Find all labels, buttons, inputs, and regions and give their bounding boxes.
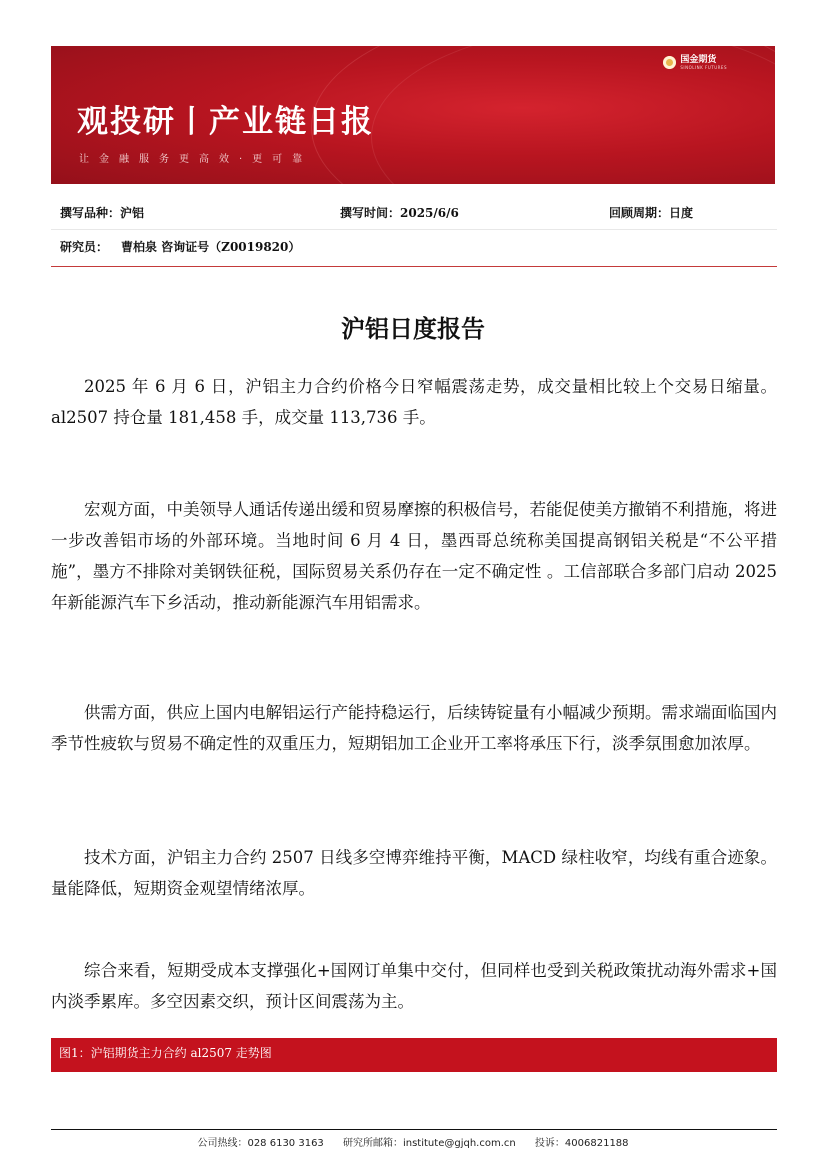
footer [0,1134,826,1149]
banner-slogan: 让金融服务更高效·更可靠 [79,154,313,165]
meta-researcher: 曹柏泉 咨询证号（Z0019820） [121,240,301,254]
meta-period: 回顾周期：日度 [609,206,694,220]
footer-email[interactable]: 研究所邮箱：institute@gjqh.com.cn [342,1138,516,1149]
company-logo [663,55,727,70]
document-title: 沪铝日度报告 [341,315,485,343]
paragraph-supply-demand: 供需方面，供应上国内电解铝运行产能持稳运行，后续铸锭量有小幅减少预期。需求端面临国内季节性疲软与贸易不确定性的双重压力，短期铝加工企业开工率将承压下行，淡季氛围愈加浓厚。 [51,703,777,753]
figure-caption-bar [51,1038,777,1072]
footer-divider [51,1129,777,1130]
logo-name: 国金期货 [680,55,717,65]
logo-subtitle: SINOLINK FUTURES [680,65,727,70]
paragraph-summary: 2025 年 6 月 6 日，沪铝主力合约价格今日窄幅震荡走势，成交量相比较上个交易日缩量。al2507 持仓量 181,458 手，成交量 113,736 手。 [51,377,777,427]
footer-hotline: 公司热线：028 6130 3163 [197,1138,324,1149]
meta-date: 撰写时间：2025/6/6 [340,206,459,220]
paragraph-macro: 宏观方面，中美领导人通话传递出缓和贸易摩擦的积极信号，若能促使美方撤销不利措施，将进一步改善铝市场的外部环境。当地时间 6 月 4 日，墨西哥总统称美国提高钢铝关税是“不公平措施”，墨方不排除对美钢铁征税，国际贸易关系仍存在一定不确定性 。工信部联合多部门启动 2025 年新能源汽车下乡活动，推动新能源汽车用铝需求。 [51,500,777,612]
header-divider [51,266,777,267]
footer-complaint: 投诉：4006821188 [534,1138,629,1149]
header-banner [51,46,775,184]
logo-mark-icon [663,56,676,69]
paragraph-technical: 技术方面，沪铝主力合约 2507 日线多空博弈维持平衡，MACD 绿柱收窄，均线有重合迹象。量能降低，短期资金观望情绪浓厚。 [51,848,777,898]
paragraph-conclusion: 综合来看，短期受成本支撑强化+国网订单集中交付，但同样也受到关税政策扰动海外需求+国内淡季累库。多空因素交织，预计区间震荡为主。 [51,961,777,1011]
table-line [51,229,777,230]
figure-caption: 图1：沪铝期货主力合约 al2507 走势图 [59,1046,272,1060]
meta-variety: 撰写品种：沪铝 [60,206,145,220]
meta-researcher-label: 研究员： [60,240,109,254]
banner-title: 观投研丨产业链日报 [77,104,374,140]
